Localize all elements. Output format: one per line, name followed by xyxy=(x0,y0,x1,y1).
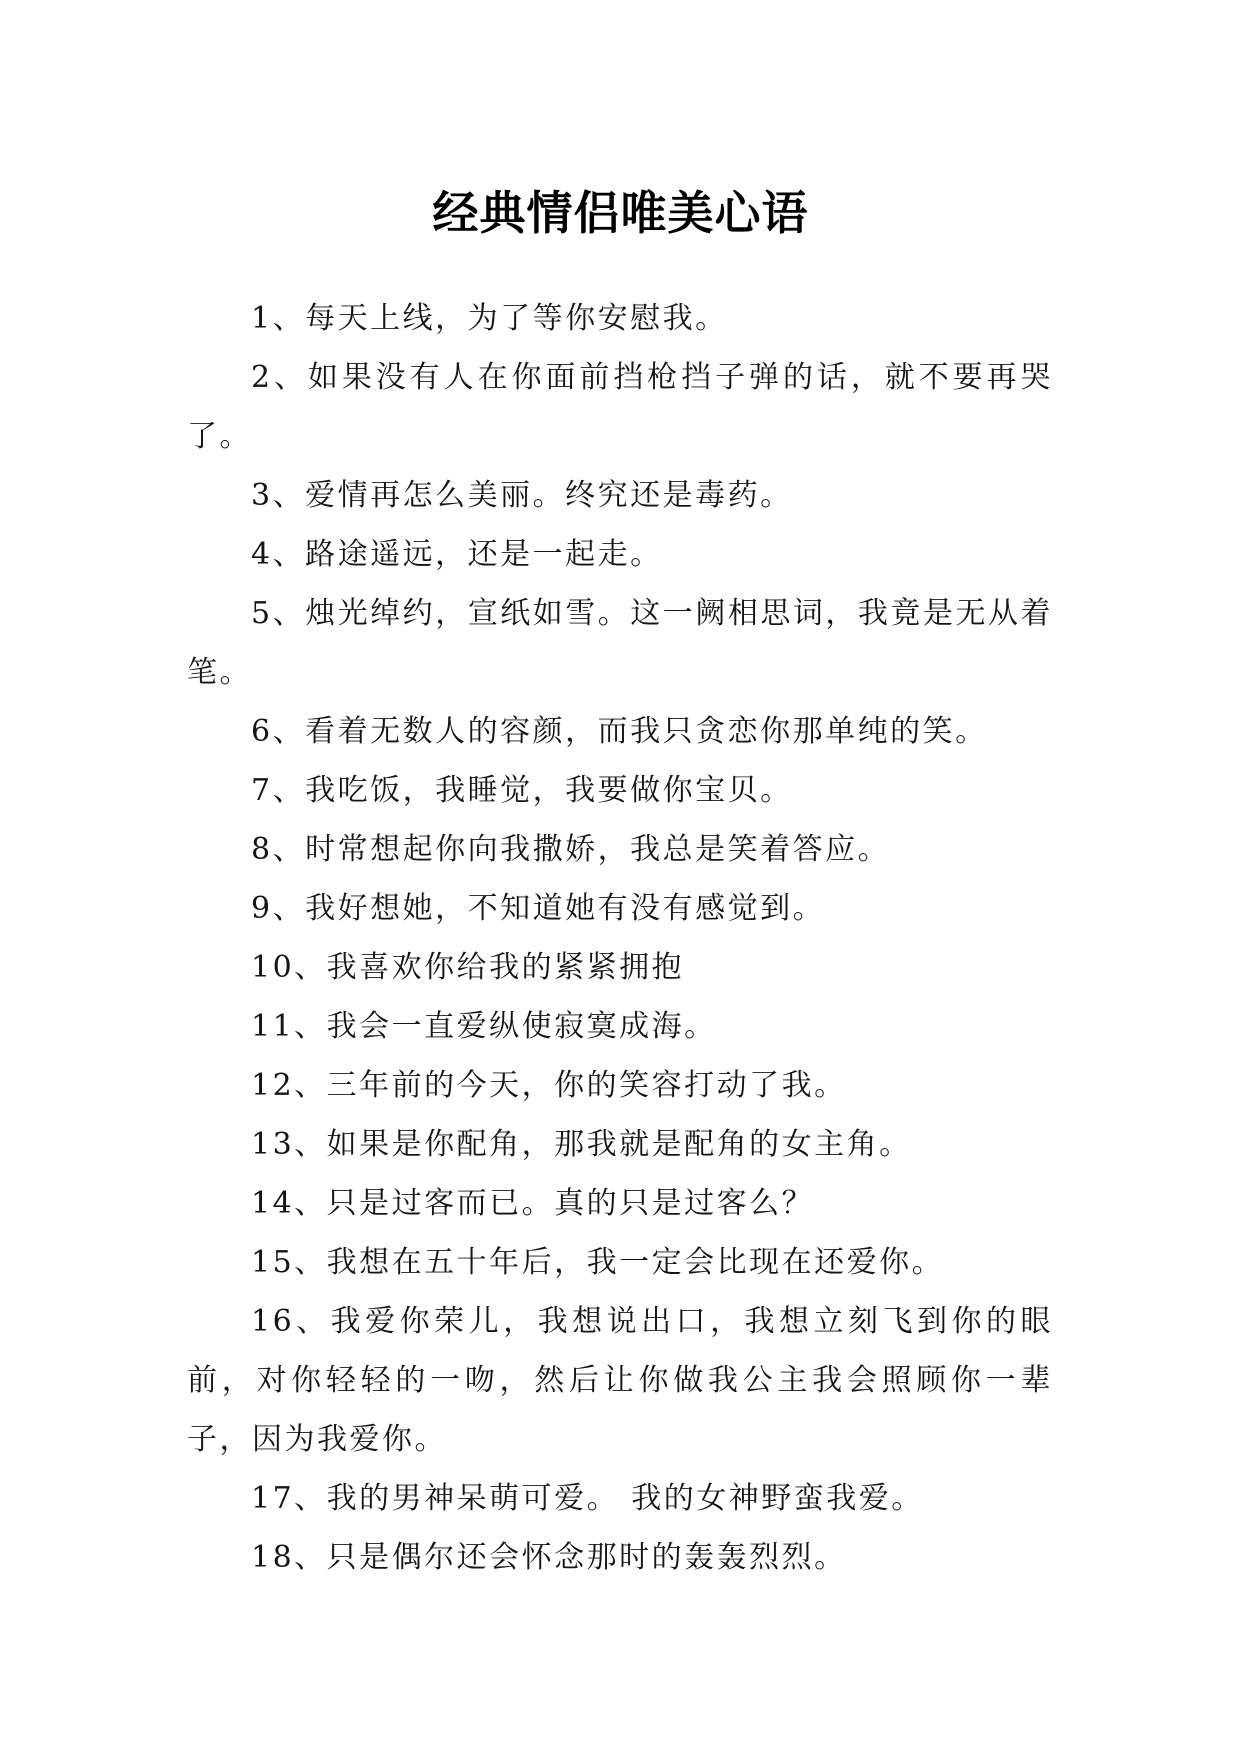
paragraph-6: 6、看着无数人的容颜，而我只贪恋你那单纯的笑。 xyxy=(251,714,988,749)
paragraph-3: 3、爱情再怎么美丽。终究还是毒药。 xyxy=(251,478,793,513)
paragraph-15: 15、我想在五十年后，我一定会比现在还爱你。 xyxy=(251,1245,945,1280)
paragraph-17: 17、我的男神呆萌可爱。 我的女神野蛮我爱。 xyxy=(251,1481,924,1516)
paragraph-9: 9、我好想她，不知道她有没有感觉到。 xyxy=(251,891,826,926)
paragraph-16: 16、我爱你荣儿，我想说出口，我想立刻飞到你的眼前，对你轻轻的一吻，然后让你做我公主我会照顾你一辈子，因为我爱你。 xyxy=(187,1304,1053,1457)
paragraph-10: 10、我喜欢你给我的紧紧拥抱 xyxy=(251,950,685,985)
paragraph-18: 18、只是偶尔还会怀念那时的轰轰烈烈。 xyxy=(251,1540,847,1575)
paragraph-14: 14、只是过客而已。真的只是过客么？ xyxy=(251,1186,815,1221)
paragraph-7: 7、我吃饭，我睡觉，我要做你宝贝。 xyxy=(251,773,793,808)
paragraph-13: 13、如果是你配角，那我就是配角的女主角。 xyxy=(251,1127,912,1162)
paragraph-1: 1、每天上线，为了等你安慰我。 xyxy=(251,301,728,336)
paragraph-8: 8、时常想起你向我撒娇，我总是笑着答应。 xyxy=(251,832,891,867)
document-body xyxy=(187,289,1053,1587)
paragraph-5: 5、烛光绰约，宣纸如雪。这一阙相思词，我竟是无从着笔。 xyxy=(187,596,1053,690)
paragraph-2: 2、如果没有人在你面前挡枪挡子弹的话，就不要再哭了。 xyxy=(187,360,1053,454)
paragraph-11: 11、我会一直爱纵使寂寞成海。 xyxy=(251,1009,717,1044)
paragraph-12: 12、三年前的今天，你的笑容打动了我。 xyxy=(251,1068,847,1103)
paragraph-4: 4、路途遥远，还是一起走。 xyxy=(251,537,663,572)
document-title: 经典情侣唯美心语 xyxy=(432,185,809,240)
